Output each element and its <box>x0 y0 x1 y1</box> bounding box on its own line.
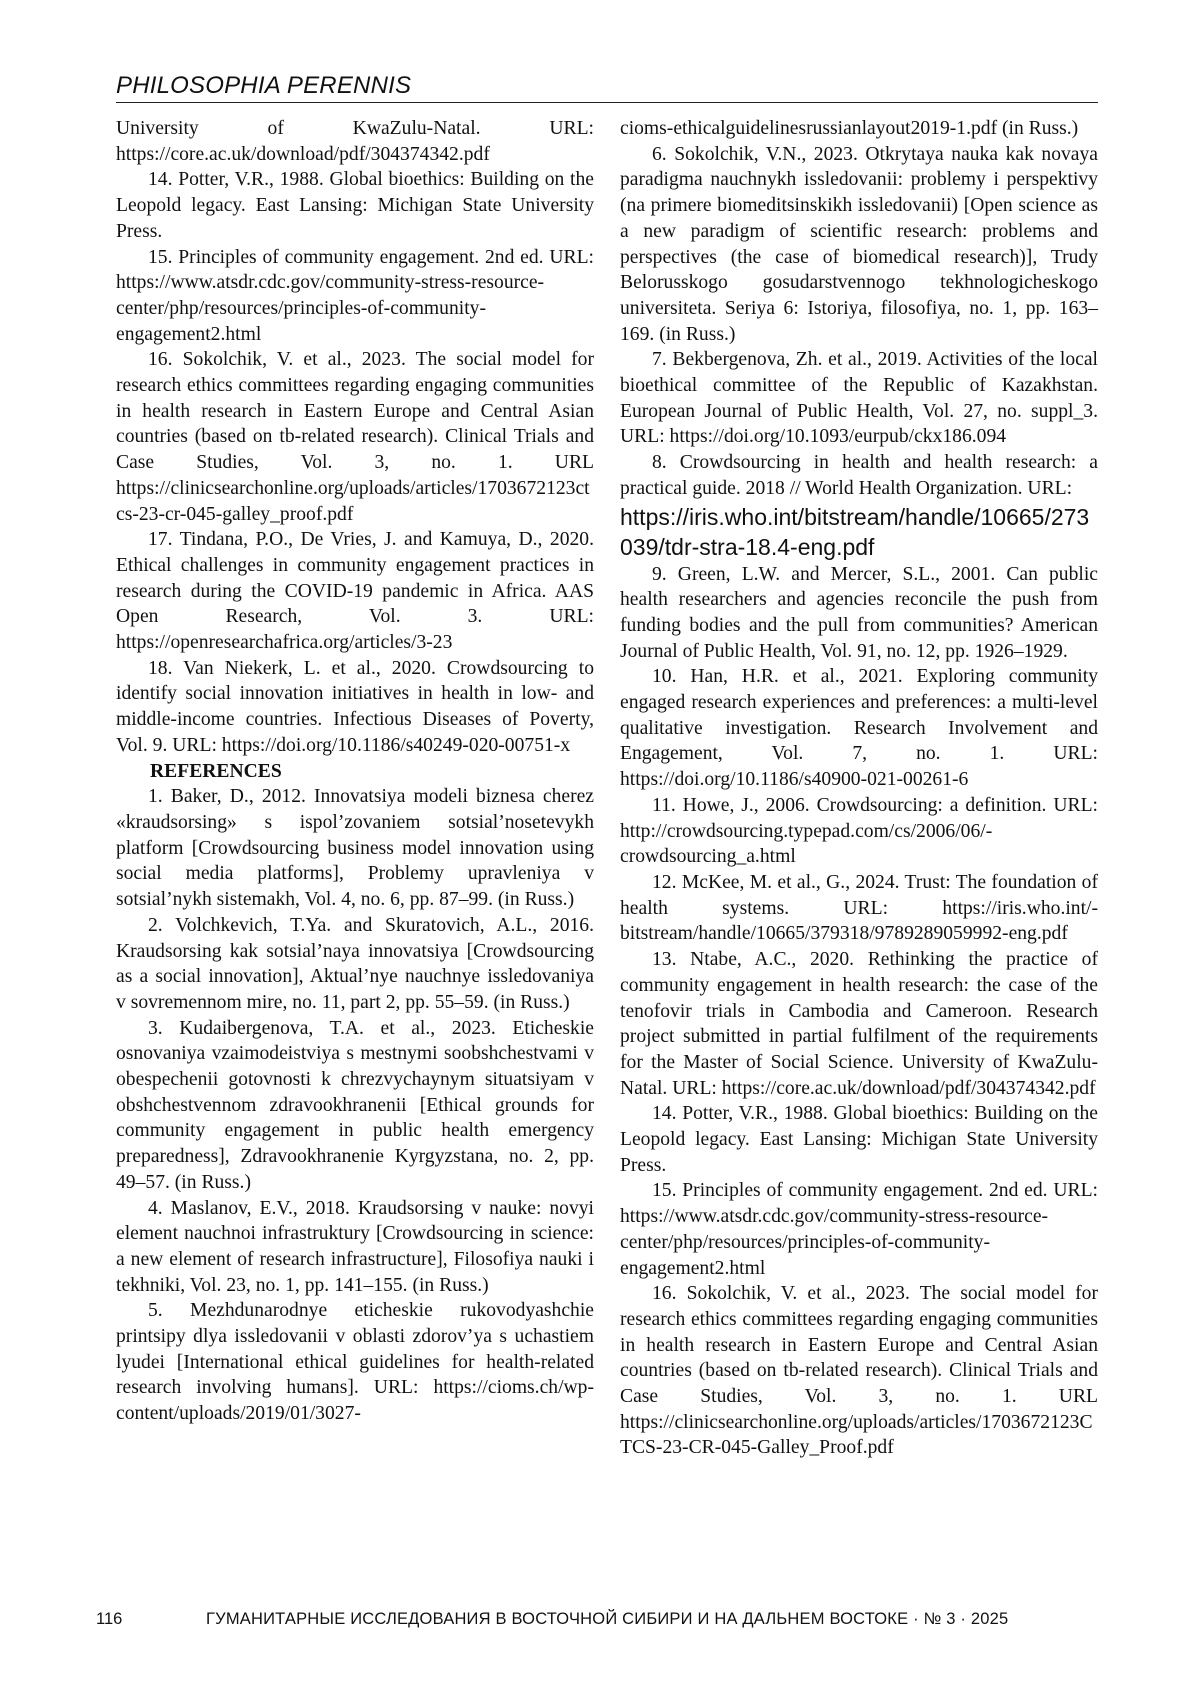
reference-item: 14. Potter, V.R., 1988. Global bioethics: Building on the Leopold legacy. East Lansing: Michigan State University Press. <box>116 169 594 242</box>
reference-url-link[interactable]: https://iris.who.int/bitstream/handle/10665/273039/tdr-stra-18.4-eng.pdf <box>620 503 1090 560</box>
reference-item: 15. Principles of community engagement. 2nd ed. URL: https://www.atsdr.cdc.gov/community-stress-resource-center/php/resources/principles-of-community-engagement2.html <box>116 246 594 345</box>
reference-item: 11. Howe, J., 2006. Crowdsourcing: a definition. URL: http://crowdsourcing.typepad.com/cs/2006/06/-crowdsourcing_a.html <box>620 794 1098 868</box>
reference-item: 4. Maslanov, E.V., 2018. Kraudsorsing v nauke: novyi element nauchnoi infrastruktury [Crowdsourcing in science: a new element of research infrastructure], Filosofiya nauki i tekhniki, Vol. 23, no. 1, pp. 141–155. (in Russ.) <box>116 1197 594 1296</box>
left-column <box>116 116 594 1427</box>
reference-item: 9. Green, L.W. and Mercer, S.L., 2001. Can public health researchers and agencies reconcile the push from funding bodies and the pull from communities? American Journal of Public Health, Vol. 91, no. 12, pp. 1926–1929. <box>620 563 1098 662</box>
page-number: 116 <box>96 1610 123 1628</box>
reference-item: 7. Bekbergenova, Zh. et al., 2019. Activities of the local bioethical committee of the Republic of Kazakhstan. European Journal of Public Health, Vol. 27, no. suppl_3. URL: https://doi.org/10.1093/eurpub/ckx186.094 <box>620 349 1098 448</box>
reference-continuation: University of KwaZulu-Natal. URL: https://core.ac.uk/download/pdf/304374342.pdf <box>116 118 594 165</box>
reference-item: 13. Ntabe, A.C., 2020. Rethinking the practice of community engagement in health research: the case of the tenofovir trials in Cambodia and Cameroon. Research project submitted in partial fulfilment of the requirements for the Master of Social Science. University of KwaZulu-Natal. URL: https://core.ac.uk/download/pdf/304374342.pdf <box>620 949 1098 1099</box>
reference-item: 3. Kudaibergenova, T.A. et al., 2023. Eticheskie osnovaniya vzaimodeistviya s mestnymi soobshchestvami v obespechenii gotovnosti k chrezvychaynym situatsiyam v obshchestvennom zdravookhranenii [Ethical grounds for community engagement in public health emergency preparedness], Zdravookhranenie Kyrgyzstana, no. 2, pp. 49–57. (in Russ.) <box>116 1017 594 1193</box>
journal-title: PHILOSOPHIA PERENNIS <box>116 72 412 99</box>
reference-item: 15. Principles of community engagement. 2nd ed. URL: https://www.atsdr.cdc.gov/community-stress-resource-center/php/resources/principles-of-community-engagement2.html <box>620 1180 1098 1279</box>
running-header <box>116 72 1098 103</box>
references-heading: REFERENCES <box>150 760 282 782</box>
reference-item: 1. Baker, D., 2012. Innovatsiya modeli biznesa cherez «kraudsorsing» s ispol’zovaniem sotsial’nosetevykh platform [Crowdsourcing business model innovation using social media platforms], Problemy upravleniya v sotsial’nykh sistemakh, Vol. 4, no. 6, pp. 87–99. (in Russ.) <box>116 786 594 911</box>
reference-item: 17. Tindana, P.O., De Vries, J. and Kamuya, D., 2020. Ethical challenges in community engagement practices in research during the COVID-19 pandemic in Africa. AAS Open Research, Vol. 3. URL: https://openresearchafrica.org/articles/3-23 <box>116 529 594 654</box>
reference-item: 6. Sokolchik, V.N., 2023. Otkrytaya nauka kak novaya paradigma nauchnykh issledovanii: problemy i perspektivy (na primere biomeditsinskikh issledovanii) [Open science as a new paradigm of scientific research: problems and perspectives (the case of biomedical research)], Trudy Belorusskogo gosudarstvennogo tekhnologicheskogo universiteta. Seriya 6: Istoriya, filosofiya, no. 1, pp. 163–169. (in Russ.) <box>620 143 1098 345</box>
right-column <box>620 116 1098 1461</box>
reference-item: 5. Mezhdunarodnye eticheskie rukovodyashchie printsipy dlya issledovanii v oblasti zdorov’ya s uchastiem lyudei [International ethical guidelines for health-related research involving humans]. URL: https://cioms.ch/wp-content/uploads/2019/01/3027- <box>116 1300 594 1425</box>
reference-item: 2. Volchkevich, T.Ya. and Skuratovich, A.L., 2016. Kraudsorsing kak sotsial’naya innovatsiya [Crowdsourcing as a social innovation], Aktual’nye nauchnye issledovaniya v sovremennom mire, no. 11, part 2, pp. 55–59. (in Russ.) <box>116 914 594 1013</box>
reference-item: 12. McKee, M. et al., G., 2024. Trust: The foundation of health systems. URL: https://iris.who.int/-bitstream/handle/10665/379318/9789289059992-eng.pdf <box>620 871 1098 945</box>
reference-continuation: cioms-ethicalguidelinesrussianlayout2019-1.pdf (in Russ.) <box>620 118 1079 139</box>
reference-item: 8. Crowdsourcing in health and health research: a practical guide. 2018 // World Health Organization. URL: <box>620 452 1098 499</box>
footer-journal-info: ГУМАНИТАРНЫЕ ИССЛЕДОВАНИЯ В ВОСТОЧНОЙ СИБИРИ И НА ДАЛЬНЕМ ВОСТОКЕ · № 3 · 2025 <box>206 1610 1009 1628</box>
reference-item: 16. Sokolchik, V. et al., 2023. The social model for research ethics committees regarding engaging communities in health research in Eastern Europe and Central Asian countries (based on tb-related research). Clinical Trials and Case Studies, Vol. 3, no. 1. URL https://clinicsearchonline.org/uploads/articles/1703672123ctcs-23-cr-045-galley_proof.pdf <box>116 349 594 525</box>
reference-item: 14. Potter, V.R., 1988. Global bioethics: Building on the Leopold legacy. East Lansing: Michigan State University Press. <box>620 1103 1098 1176</box>
reference-item: 16. Sokolchik, V. et al., 2023. The social model for research ethics committees regarding engaging communities in health research in Eastern Europe and Central Asian countries (based on tb-related research). Clinical Trials and Case Studies, Vol. 3, no. 1. URL https://clinicsearchonline.org/uploads/articles/1703672123CTCS-23-CR-045-Galley_Proof.pdf <box>620 1283 1098 1459</box>
reference-item: 18. Van Niekerk, L. et al., 2020. Crowdsourcing to identify social innovation initiatives in health in low- and middle-income countries. Infectious Diseases of Poverty, Vol. 9. URL: https://doi.org/10.1186/s40249-020-00751-x <box>116 657 594 756</box>
reference-item: 10. Han, H.R. et al., 2021. Exploring community engaged research experiences and preferences: a multi-level qualitative investigation. Research Involvement and Engagement, Vol. 7, no. 1. URL: https://doi.org/10.1186/s40900-021-00261-6 <box>620 666 1098 791</box>
